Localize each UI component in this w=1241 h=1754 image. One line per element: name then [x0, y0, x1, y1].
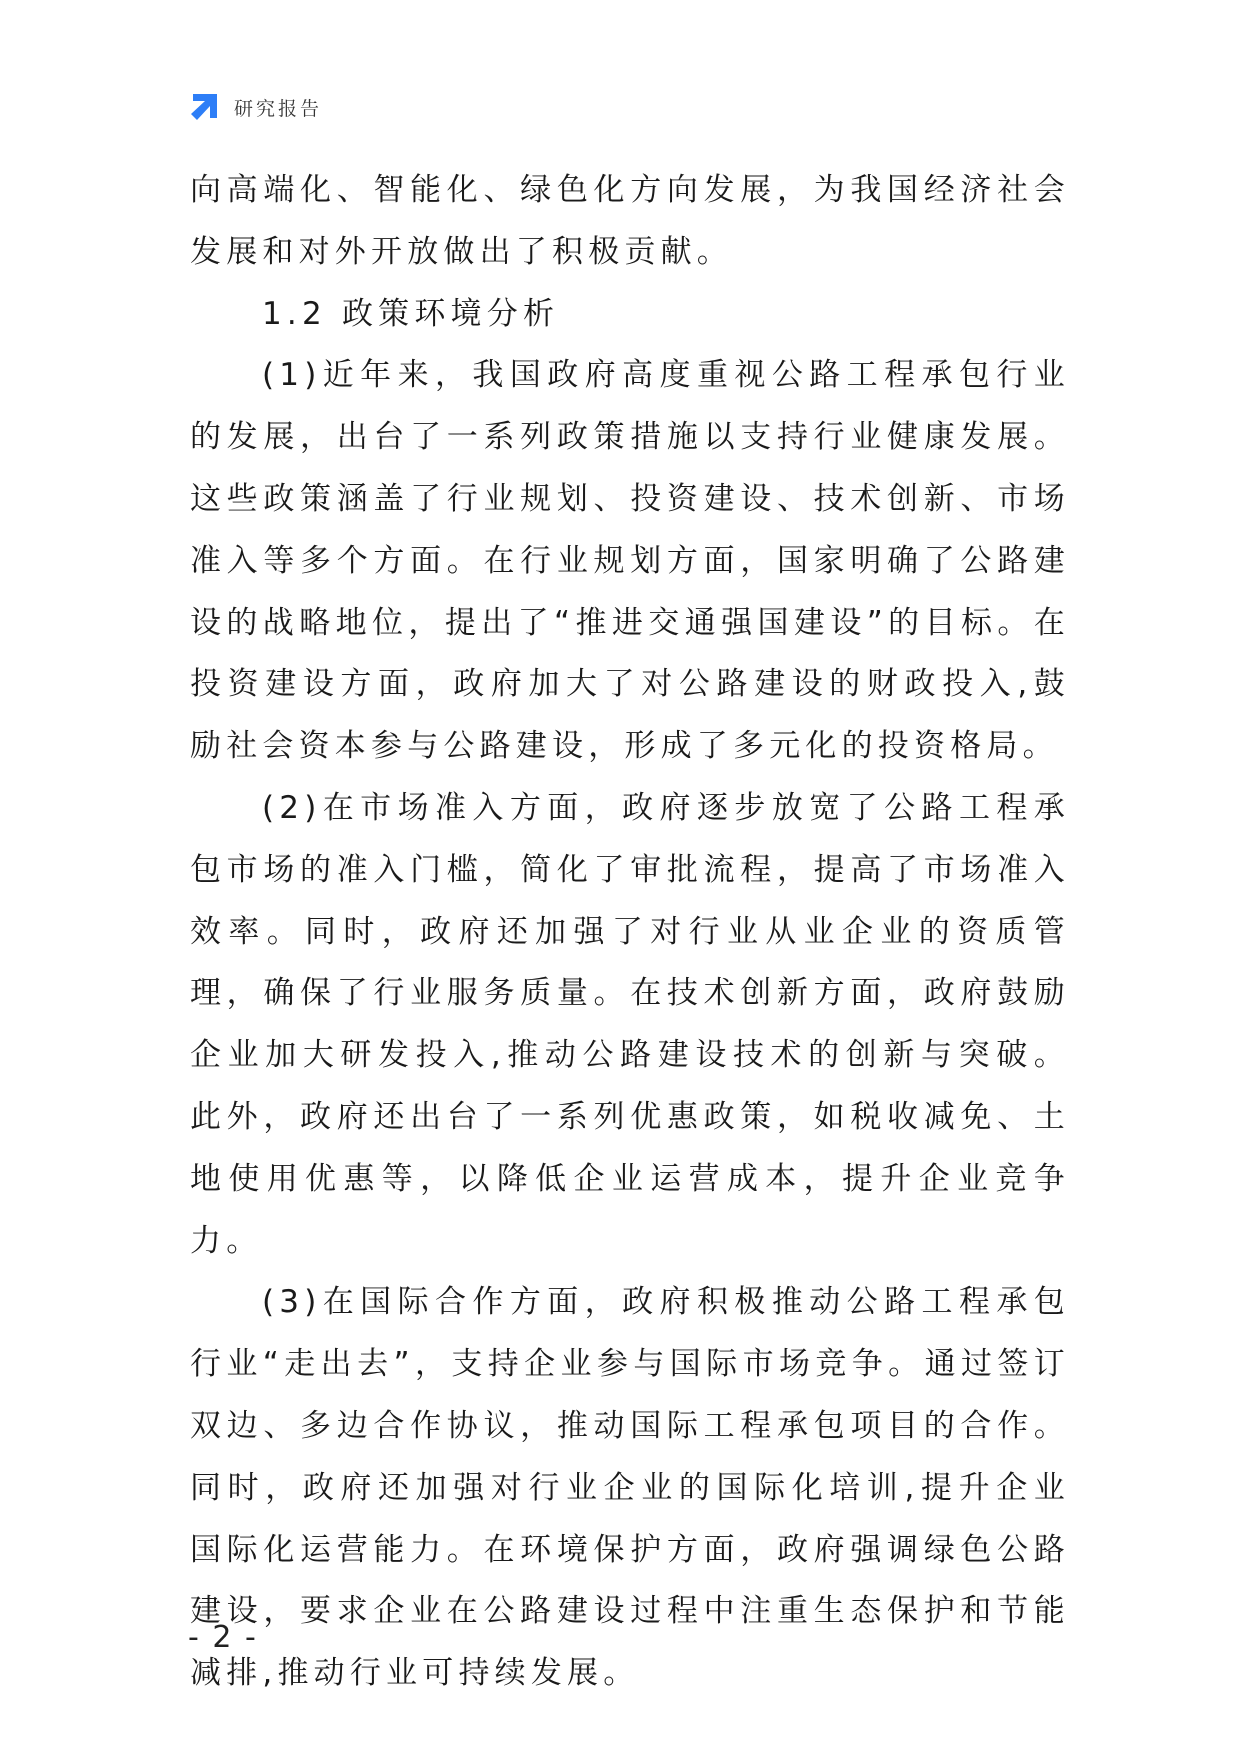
- paragraph-2: (2)在市场准入方面，政府逐步放宽了公路工程承包市场的准入门槛，简化了审批流程，提高了市场准入效率。同时，政府还加强了对行业从业企业的资质管理，确保了行业服务质量。在技术创新方面，政府鼓励企业加大研发投入,推动公路建设技术的创新与突破。此外，政府还出台了一系列优惠政策，如税收减免、土地使用优惠等，以降低企业运营成本，提升企业竞争力。: [190, 789, 1070, 1259]
- header-title: 研究报告: [234, 97, 323, 120]
- page-number: - 2 -: [188, 1620, 258, 1655]
- section-heading: 1.2 政策环境分析: [262, 295, 560, 332]
- paragraph-1: (1)近年来，我国政府高度重视公路工程承包行业的发展，出台了一系列政策措施以支持行业健康发展。这些政策涵盖了行业规划、投资建设、技术创新、市场准入等多个方面。在行业规划方面，国家明确了公路建设的战略地位，提出了“推进交通强国建设”的目标。在投资建设方面，政府加大了对公路建设的财政投入,鼓励社会资本参与公路建设，形成了多元化的投资格局。: [190, 357, 1070, 765]
- arrow-up-right-icon: [188, 91, 220, 123]
- document-body: [190, 160, 1070, 1705]
- paragraph-3: (3)在国际合作方面，政府积极推动公路工程承包行业“走出去”，支持企业参与国际市场竞争。通过签订双边、多边合作协议，推动国际工程承包项目的合作。同时，政府还加强对行业企业的国际化培训,提升企业国际化运营能力。在环境保护方面，政府强调绿色公路建设，要求企业在公路建设过程中注重生态保护和节能减排,推动行业可持续发展。: [190, 1284, 1070, 1692]
- paragraph-continued: 向高端化、智能化、绿色化方向发展，为我国经济社会发展和对外开放做出了积极贡献。: [190, 172, 1070, 270]
- page-header: [188, 90, 322, 124]
